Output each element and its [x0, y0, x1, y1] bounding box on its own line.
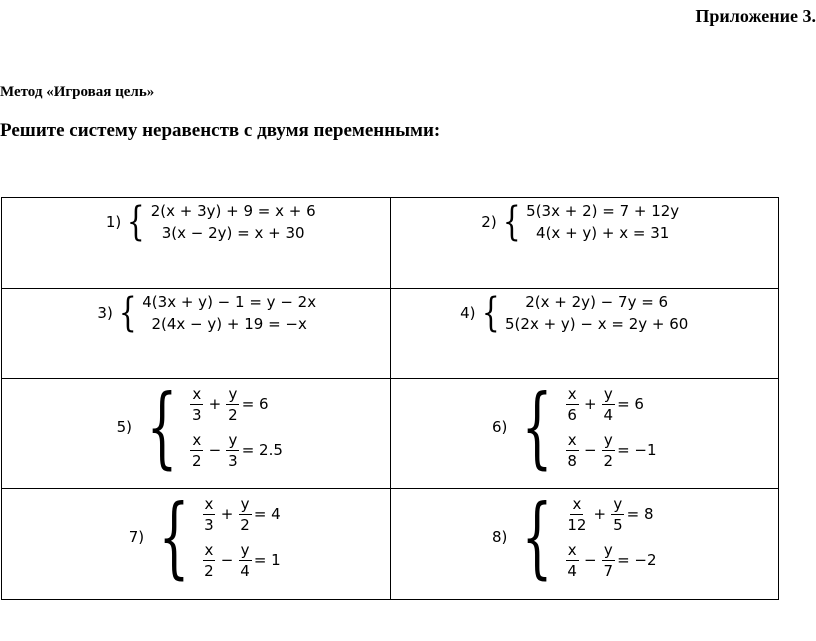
left-brace-icon: {: [521, 485, 553, 588]
table-row: [2, 289, 779, 379]
equation-2: $\frac{x}{2}$ − $\frac{y}{3}$ = 2.5: [192, 430, 283, 470]
left-brace-icon: {: [481, 290, 500, 336]
equation-2: $\frac{x}{4}$ − $\frac{y}{7}$ = −2: [567, 540, 657, 580]
equation-1: 2(x + 2y) − 7y = 6: [525, 293, 669, 311]
equation-2: $\frac{x}{2}$ − $\frac{y}{4}$ = 1: [204, 540, 281, 580]
equation-1: 2(x + 3y) + 9 = x + 6: [150, 202, 316, 220]
left-brace-icon: {: [521, 375, 553, 478]
fraction: $\frac{x}{2}$: [192, 430, 202, 470]
system-cell-2: [390, 198, 779, 289]
fraction: $\frac{x}{3}$: [204, 494, 214, 534]
fraction: $\frac{y}{4}$: [240, 540, 250, 580]
left-brace-icon: {: [502, 199, 521, 245]
appendix-label: Приложение 3.: [695, 6, 816, 26]
system-cell-5: [2, 375, 391, 489]
system-number: 5): [116, 418, 133, 436]
fraction: $\frac{x}{6}$: [567, 384, 577, 424]
left-brace-icon: {: [158, 485, 190, 588]
table-row: [2, 198, 779, 289]
fraction: $\frac{y}{3}$: [228, 430, 238, 470]
equation-2: 5(2x + y) − x = 2y + 60: [505, 315, 689, 333]
fraction: $\frac{y}{4}$: [603, 384, 614, 424]
system-number: 4): [460, 304, 476, 322]
left-brace-icon: {: [118, 290, 137, 336]
system-number: 6): [491, 418, 508, 436]
system-cell-6: [390, 375, 779, 489]
equation-1: $\frac{x}{6}$ + $\frac{y}{4}$ = 6: [567, 384, 644, 424]
left-brace-icon: {: [127, 199, 145, 245]
system-cell-7: [2, 485, 391, 600]
table-row: [2, 489, 779, 600]
system-number: 7): [128, 528, 145, 546]
systems-table: [1, 197, 779, 600]
equation-2: 3(x − 2y) = x + 30: [161, 224, 305, 242]
fraction: $\frac{x}{8}$: [567, 430, 577, 470]
system-cell-3: [2, 289, 391, 379]
fraction: $\frac{y}{2}$: [240, 494, 250, 534]
task-instruction: Решите систему неравенств с двумя переменными:: [0, 120, 441, 141]
table-row: [2, 379, 779, 489]
fraction: $\frac{x}{12}$: [567, 494, 587, 534]
equation-1: $\frac{x}{3}$ + $\frac{y}{2}$ = 6: [192, 384, 269, 424]
system-number: 3): [97, 304, 113, 322]
fraction: $\frac{y}{2}$: [603, 430, 614, 470]
fraction: $\frac{y}{2}$: [228, 384, 238, 424]
equation-1: $\frac{x}{3}$ + $\frac{y}{2}$ = 4: [204, 494, 281, 534]
system-cell-8: [390, 485, 779, 600]
equation-1: 5(3x + 2) = 7 + 12y: [526, 202, 680, 220]
method-title: Метод «Игровая цель»: [0, 84, 155, 100]
equation-2: 2(4x − y) + 19 = −x: [151, 315, 307, 333]
equation-1: $\frac{x}{12}$ + $\frac{y}{5}$ = 8: [567, 494, 654, 534]
system-cell-1: [2, 198, 391, 289]
fraction: $\frac{y}{7}$: [603, 540, 614, 580]
system-cell-4: [390, 289, 779, 379]
equation-1: 4(3x + y) − 1 = y − 2x: [142, 293, 317, 311]
fraction: $\frac{y}{5}$: [613, 494, 623, 534]
equation-2: $\frac{x}{8}$ − $\frac{y}{2}$ = −1: [567, 430, 657, 470]
fraction: $\frac{x}{2}$: [204, 540, 214, 580]
system-number: 2): [481, 213, 497, 231]
fraction: $\frac{x}{3}$: [192, 384, 202, 424]
system-number: 8): [491, 528, 508, 546]
fraction: $\frac{x}{4}$: [567, 540, 577, 580]
left-brace-icon: {: [146, 375, 178, 478]
equation-2: 4(x + y) + x = 31: [536, 224, 670, 242]
system-number: 1): [105, 213, 122, 231]
